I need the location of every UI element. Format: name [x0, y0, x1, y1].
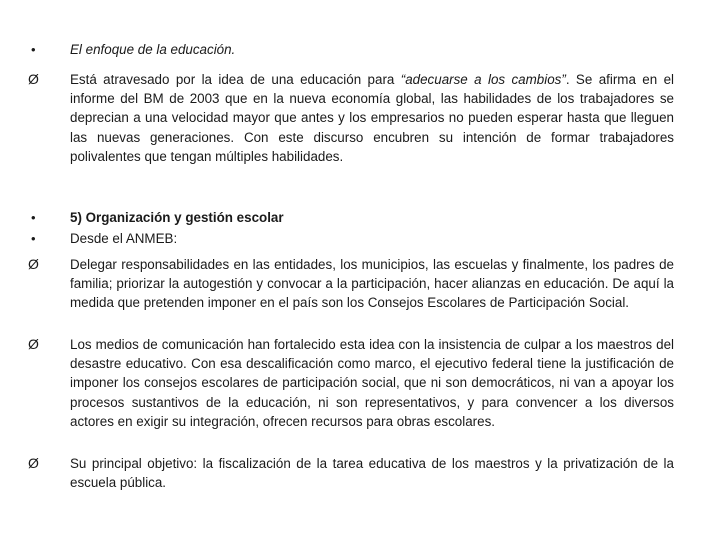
section1-paragraph-item: [28, 70, 674, 166]
section2-point-3: [28, 454, 674, 492]
arrow-marker: Ø: [28, 71, 39, 87]
section1-heading: El enfoque de la educación.: [70, 42, 236, 57]
bullet-marker: •: [31, 42, 36, 57]
section2-heading-item: [28, 208, 674, 227]
section2-heading: 5) Organización y gestión escolar: [70, 210, 284, 225]
section1-heading-item: [28, 40, 674, 59]
section2-point-1: [28, 255, 674, 313]
para-text-start: Está atravesado por la idea de una educación para: [70, 72, 401, 87]
section2-subheading: Desde el ANMEB:: [70, 231, 178, 246]
arrow-marker: Ø: [28, 336, 39, 352]
point-text: Su principal objetivo: la fiscalización de la tarea educativa de los maestros y la privatización de la escuela pública.: [70, 456, 674, 491]
point-text: Los medios de comunicación han fortalecido esta idea con la insistencia de culpar a los maestros del desastre educativo. Con esa descalificación como marco, el ejecutivo federal tiene la justificación de imponer los consejos escolares de participación social, que ni son democráticos, ni van a apoyar los procesos sustantivos de la educación, ni son representativos, y para convencer a los diversos actores en exigir su integración, ofrecen recursos para obras escolares.: [70, 337, 674, 429]
para-text-end: . Se afirma en el informe del BM de 2003 que en la nueva economía global, las habilidades de los trabajadores se deprecian a una velocidad mayor que antes y los empresarios no pueden esperar hasta que lleguen las nuevas generaciones. Con este discurso encubren su intención de formar trabajadores polivalentes que tengan múltiples habilidades.: [70, 72, 674, 164]
arrow-marker: Ø: [28, 256, 39, 272]
bullet-marker: •: [31, 231, 36, 246]
bullet-marker: •: [31, 210, 36, 225]
section2-point-2: [28, 335, 674, 431]
para-quote: “adecuarse a los cambios”: [400, 72, 566, 87]
point-text: Delegar responsabilidades en las entidades, los municipios, las escuelas y finalmente, los padres de familia; priorizar la autogestión y convocar a la participación, hacer alianzas en educación. De aquí la medida que pretenden imponer en el país son los Consejos Escolares de Participación Social.: [70, 257, 674, 311]
section1-paragraph: [70, 70, 674, 166]
section2-subheading-item: [28, 229, 674, 248]
arrow-marker: Ø: [28, 455, 39, 471]
